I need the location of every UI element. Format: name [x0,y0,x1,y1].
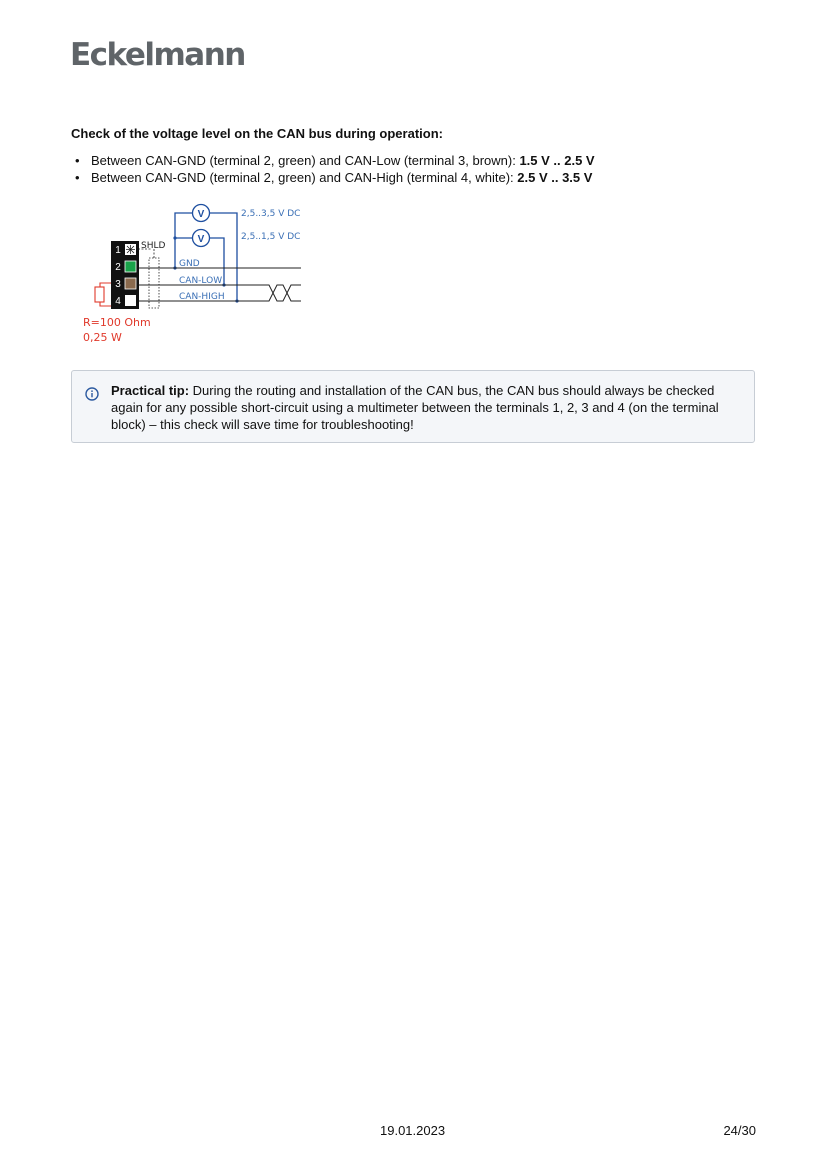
line-label-can-high: CAN-HIGH [179,292,225,302]
terminal-block [111,241,139,309]
bullet-text: Between CAN-GND (terminal 2, green) and CAN-Low (terminal 3, brown): [91,153,520,168]
voltmeter-circuits [175,213,237,301]
info-icon [85,387,99,401]
terminal-4-white [125,295,136,306]
voltage-label-bottom: 2,5..1,5 V DC [241,232,301,242]
bullet-text: Between CAN-GND (terminal 2, green) and CAN-High (terminal 4, white): [91,170,518,185]
shield-label: SHLD [141,241,166,251]
terminal-number: 3 [115,279,121,290]
terminal-number: 4 [115,296,121,307]
list-item [71,169,595,186]
junction-dot [173,236,176,239]
bullet-value: 1.5 V .. 2.5 V [519,153,595,168]
voltmeter-bottom [193,230,210,247]
voltage-label-top: 2,5..3,5 V DC [241,209,301,219]
eckelmann-logo: Eckelmann [70,37,245,73]
voltmeter-top [193,205,210,222]
page-number: 24/30 [723,1123,756,1138]
line-label-gnd: GND [179,259,200,269]
list-item [71,152,595,169]
terminal-number: 2 [115,262,121,273]
terminal-number: 1 [115,245,121,256]
section-heading: Check of the voltage level on the CAN bus during operation: [71,126,443,141]
practical-tip-box [71,370,755,443]
can-bus-wiring-diagram [80,198,310,348]
resistor-symbol [95,283,111,306]
shield-symbol [138,249,159,308]
tip-body: During the routing and installation of the CAN bus, the CAN bus should always be checked again for any possible short-circuit using a multimeter between the terminals 1, 2, 3 and 4 (on the terminal block) – this check will save time for troubleshooting! [111,383,719,432]
terminal-2-green [125,261,136,272]
tip-label: Practical tip: [111,383,190,398]
terminal-3-brown [125,278,136,289]
tip-text [111,382,743,433]
resistor-label: R=100 Ohm [83,316,151,329]
svg-text:V: V [197,209,205,220]
footer-date: 19.01.2023 [380,1123,446,1138]
bullet-value: 2.5 V .. 3.5 V [517,170,593,185]
voltage-list [71,152,595,186]
line-label-can-low: CAN-LOW [179,276,223,286]
svg-text:V: V [197,234,205,245]
resistor-power-label: 0,25 W [83,331,122,344]
